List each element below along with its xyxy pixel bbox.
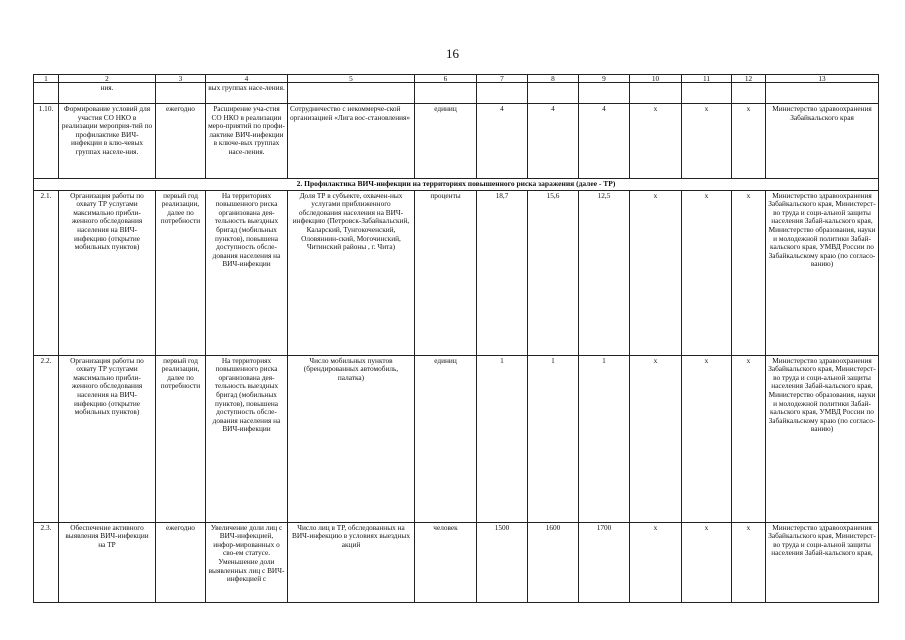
unit-cell: проценты [415,190,477,355]
executor-cell: Министерство здравоохранения Забайкальского края, Министерст-во труда и соци-альной защиты населения Забай-кальского края, Министерство образования, науки и молодежной политики Забай-кальского края, УМВД России по Забайкальскому краю (по согласо-ванию) [766,355,879,522]
value-cell: х [732,355,766,522]
table-row [34,355,879,522]
measure-name-cell: Организация работы по охвату ТР услугами максимально прибли-женного обследования населения на ВИЧ-инфекцию (открытие мобильных пунктов) [59,355,156,522]
header-cell: 5 [288,75,415,83]
header-cell: 9 [579,75,630,83]
indicator-cell: Сотрудничество с некоммерче-ской организацией «Лига вос-становления» [288,104,415,179]
result-cell: Увеличение доли лиц с ВИЧ-инфекцией, инфор-мированных о сво-ем статусе. Уменьшение доли выявленных лиц с ВИЧ-инфекцией с [206,522,288,602]
measure-name-cell: Обеспечение активного выявления ВИЧ-инфекции на ТР [59,522,156,602]
value-cell: х [630,522,682,602]
header-cell: 13 [766,75,879,83]
value-cell: 1 [579,355,630,522]
indicator-cell: Доля ТР в субъекте, охвачен-ных услугами приближенного обследования населения на ВИЧ-инфекцию (Петровск-Забайкальский, Каларский, Тунгокоченский, Оловяннин-ский, Могочинский, Читинский районы , г. Чита) [288,190,415,355]
term-cell: первый год реализации, далее по потребности [156,355,206,522]
value-cell: х [630,104,682,179]
header-cell: 8 [528,75,579,83]
value-cell: х [630,355,682,522]
table-row-continued [34,83,879,104]
header-cell: 11 [682,75,732,83]
unit-cell: человек [415,522,477,602]
header-cell: 1 [34,75,59,83]
value-cell: 18,7 [477,190,528,355]
value-cell: х [732,190,766,355]
value-cell: х [682,190,732,355]
page-number: 16 [446,46,459,61]
value-cell: 4 [477,104,528,179]
row-number: 2.1. [34,190,59,355]
header-cell: 2 [59,75,156,83]
header-cell: 6 [415,75,477,83]
value-cell: 4 [528,104,579,179]
indicator-cell: Число лиц в ТР, обследованных на ВИЧ-инфекцию в условиях выездных акций [288,522,415,602]
value-cell: 4 [579,104,630,179]
value-cell: 1700 [579,522,630,602]
value-cell: х [732,104,766,179]
value-cell: х [732,522,766,602]
term-cell: ежегодно [156,104,206,179]
header-cell: 7 [477,75,528,83]
result-cell: Расширение уча-стия СО НКО в реализации меро-приятий по профи-лактике ВИЧ-инфекции в ключе-вых группах насе-ления. [206,104,288,179]
value-cell: 12,5 [579,190,630,355]
section-row [34,179,879,191]
table-row [34,522,879,602]
executor-cell: Министерство здравоохранения Забайкальского края [766,104,879,179]
measure-name-cell: Организация работы по охвату ТР услугами максимально прибли-женного обследования населения на ВИЧ-инфекцию (открытие мобильных пунктов) [59,190,156,355]
result-cell: На территориях повышенного риска организована дея-тельность выездных бригад (мобильных пунктов), повышена доступность обсле-дования населения на ВИЧ-инфекции [206,190,288,355]
value-cell: 1500 [477,522,528,602]
unit-cell: единиц [415,104,477,179]
measure-name-cell: ния. [59,83,156,104]
value-cell: х [682,355,732,522]
header-cell: 4 [206,75,288,83]
row-number: 1.10. [34,104,59,179]
measure-name-cell: Формирование условий для участия СО НКО в реализации мероприя-тий по профилактике ВИЧ-инфекции в клю-чевых группах населе-ния. [59,104,156,179]
header-cell: 3 [156,75,206,83]
unit-cell: единиц [415,355,477,522]
term-cell: ежегодно [156,522,206,602]
value-cell: 15,6 [528,190,579,355]
executor-cell: Министерство здравоохранения Забайкальского края, Министерст-во труда и соци-альной защиты населения Забай-кальского края, Министерство образования, науки и молодежной политики Забай-кальского края, УМВД России по Забайкальскому краю (по согласо-ванию) [766,190,879,355]
value-cell: 1 [528,355,579,522]
table-row [34,190,879,355]
row-number: 2.3. [34,522,59,602]
header-cell: 12 [732,75,766,83]
measures-table [33,74,879,603]
value-cell: х [630,190,682,355]
table-row [34,104,879,179]
result-cell: На территориях повышенного риска организована дея-тельность выездных бригад (мобильных пунктов), повышена доступность обсле-дования населения на ВИЧ-инфекции [206,355,288,522]
value-cell: 1 [477,355,528,522]
indicator-cell: Число мобильных пунктов (брендированных автомобиль, палатка) [288,355,415,522]
section-title: 2. Профилактика ВИЧ-инфекции на территориях повышенного риска заражения (далее - ТР) [34,179,879,191]
row-number: 2.2. [34,355,59,522]
value-cell: 1600 [528,522,579,602]
term-cell: первый год реализации, далее по потребности [156,190,206,355]
header-row [34,75,879,83]
header-cell: 10 [630,75,682,83]
executor-cell: Министерство здравоохранения Забайкальского края, Министерст-во труда и соци-альной защиты населения Забай-кальского края, [766,522,879,602]
result-cell: вых группах насе-ления. [206,83,288,104]
value-cell: х [682,104,732,179]
value-cell: х [682,522,732,602]
